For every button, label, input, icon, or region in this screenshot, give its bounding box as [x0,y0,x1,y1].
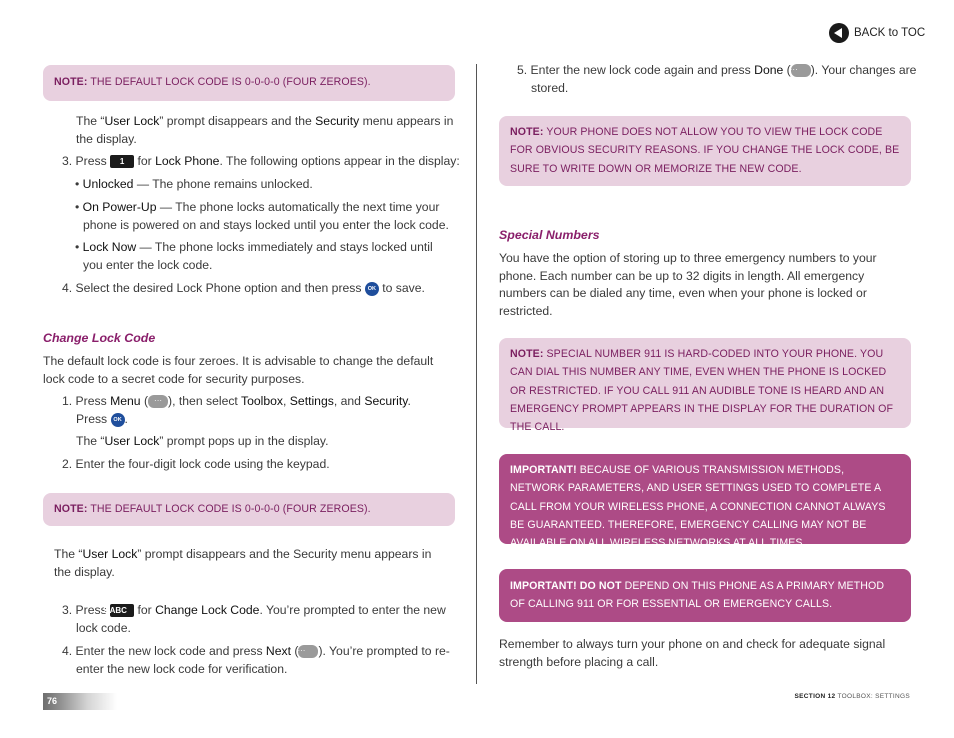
step-4-select-option [62,280,462,298]
softkey-icon: ··· [148,395,168,408]
key-2-icon: 2 ABC [110,604,134,617]
text: 4. Enter the new lock code and press [62,644,266,658]
text: The “ [76,434,105,448]
note-lead: NOTE: [54,76,88,88]
term-done: Done [754,63,784,77]
term-user-lock: User Lock [82,547,138,561]
term-menu: Menu [110,394,141,408]
text: ” prompt pops up in the display. [159,434,329,448]
step-3-change-lock-code [62,602,468,637]
text: . You’re prompted to enter the new lock code. [76,603,446,635]
important-do-not-depend [499,569,911,622]
bullet-unlocked [75,176,455,194]
softkey-icon: ··· [791,64,811,77]
bullet-lock-now [75,239,453,274]
term-settings: Settings [289,394,334,408]
text: 3. Press [62,154,111,168]
text: for [134,154,156,168]
text: ” prompt disappears and the Security menu appears in the display. [54,547,432,579]
important-lead: IMPORTANT! [510,464,577,476]
important-text: DEPEND ON THIS PHONE AS A PRIMARY METHOD OF CALLING 911 OR FOR ESSENTIAL OR EMERGENCY CALLS. [510,580,885,611]
paragraph-change-lock-intro: The default lock code is four zeroes. It is advisable to change the default lock code to a secret code for security purposes. [43,354,434,386]
term-user-lock: User Lock [104,114,160,128]
term-user-lock: User Lock [104,434,160,448]
text: , [283,394,290,408]
term-next: Next [265,644,291,658]
important-emergency-calling [499,454,911,550]
note-default-lock-code [43,65,455,101]
important-text: BECAUSE OF VARIOUS TRANSMISSION METHODS, NETWORK PARAMETERS, AND USER SETTINGS USED TO COMPLETE A CALL FROM YOUR WIRELESS PHONE, A CONNECTION CANNOT ALWAYS BE GUARANTEED. THEREFORE, EMERGENCY CALLING MAY NOT BE AVAILABLE ON ALL WIRELESS NETWORKS AT ALL TIMES. [510,464,886,550]
step-2-enter-code: 2. Enter the four-digit lock code using the keypad. [62,457,330,471]
bullet: • [75,240,83,254]
text: ). Your changes are stored. [531,63,917,95]
text: The “ [54,547,83,561]
text: . [407,394,411,408]
step-1-press-ok [76,411,456,429]
heading-change-lock-code: Change Lock Code [43,331,156,345]
back-to-toc-link[interactable] [829,22,925,44]
text: — The phone remains unlocked. [133,177,313,191]
text: 3. Press [62,603,111,617]
paragraph-signal-strength: Remember to always turn your phone on and check for adequate signal strength before placing a call. [499,637,886,669]
back-to-toc-label: BACK to TOC [854,27,926,39]
note-default-lock-code-2 [43,493,455,526]
text: . [124,412,128,426]
important-lead: IMPORTANT! DO NOT [510,580,622,592]
text: Press [76,412,111,426]
text: — The phone locks automatically the next time your phone is powered on and stays locked until you enter the lock code. [83,200,449,232]
term-security: Security [315,114,360,128]
note-911-hardcoded [499,338,911,434]
back-arrow-icon [829,23,849,43]
heading-special-numbers: Special Numbers [499,228,600,242]
text: ). You’re prompted to re-enter the new lock code for verification. [76,644,450,676]
text: for [134,603,156,617]
text: ” prompt disappears and the [159,114,316,128]
step-1-user-lock-prompt [76,433,456,451]
term-toolbox: Toolbox [241,394,284,408]
term-security: Security [364,394,408,408]
text: to save. [378,281,425,295]
footer-section-title: TOOLBOX: SETTINGS [837,693,910,700]
step-5-enter-again [517,62,926,97]
text: ), then select [168,394,241,408]
key-1-icon: 1 [110,155,134,168]
text: menu appears in the display. [76,114,454,146]
note-text: THE DEFAULT LOCK CODE IS 0-0-0-0 (FOUR ZEROES). [87,76,371,88]
footer-section [795,693,910,700]
ok-button-icon: OK [111,413,125,427]
step-1-open-security [62,393,442,411]
term-lock-phone: Lock Phone [155,154,220,168]
text: ( [783,63,791,77]
step-3-lock-phone [62,153,462,171]
paragraph-user-lock-disappears [76,113,456,148]
paragraph-special-numbers: You have the option of storing up to three emergency numbers to your phone. Each number can be up to 32 digits in length. All emergency numbers can be dialed any time, even when your phone is locked or restricted. [499,251,877,318]
text: . The following options appear in the display: [219,154,460,168]
term-unlocked: Unlocked [82,177,134,191]
note-text: YOUR PHONE DOES NOT ALLOW YOU TO VIEW THE LOCK CODE FOR OBVIOUS SECURITY REASONS. IF YOU CHANGE THE LOCK CODE, BE SURE TO WRITE DOWN OR MEMORIZE THE NEW CODE. [510,126,900,175]
text: The “ [76,114,105,128]
paragraph-security-menu-appears [54,546,439,581]
text: ( [290,644,299,658]
footer-section-number: SECTION 12 [794,693,836,700]
note-lead: NOTE: [54,503,88,515]
text: 4. Select the desired Lock Phone option and then press [62,281,365,295]
softkey-icon: ··· [298,645,318,658]
bullet-on-power-up [75,199,463,234]
term-on-power-up: On Power-Up [82,200,157,214]
text: — The phone locks immediately and stays locked until you enter the lock code. [83,240,433,272]
step-4-enter-new-code [62,643,468,678]
note-text: SPECIAL NUMBER 911 IS HARD-CODED INTO YOUR PHONE. YOU CAN DIAL THIS NUMBER ANY TIME, EVEN WHEN THE PHONE IS LOCKED OR RESTRICTED. IF YOU CALL 911 AN AUDIBLE TONE IS HEARD AND AN EMERGENCY PROMPT APPEARS IN THE DISPLAY FOR THE DURATION OF THE CALL. [510,348,894,434]
text: , and [333,394,365,408]
term-change-lock-code: Change Lock Code [155,603,260,617]
ok-button-icon: OK [365,282,379,296]
note-lead: NOTE: [510,126,544,138]
note-text: THE DEFAULT LOCK CODE IS 0-0-0-0 (FOUR ZEROES). [87,503,371,515]
text: 1. Press [62,394,111,408]
note-lead: NOTE: [510,348,544,360]
bullet: • [75,200,83,214]
column-divider [476,64,477,684]
text: 5. Enter the new lock code again and press [517,63,755,77]
note-lock-code-security [499,116,911,186]
term-lock-now: Lock Now [82,240,137,254]
bullet: • [75,177,83,191]
page-number: 76 [43,693,117,710]
text: ( [140,394,149,408]
